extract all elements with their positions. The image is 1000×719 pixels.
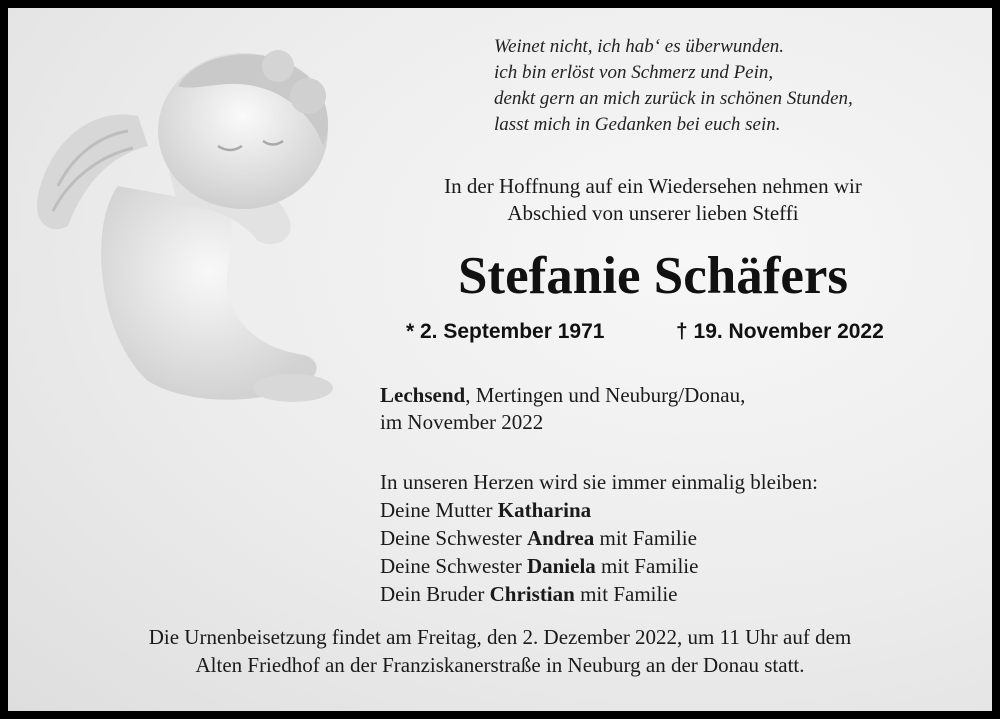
deceased-name: Stefanie Schäfers: [457, 247, 849, 305]
mourner-suffix: mit Familie: [595, 554, 699, 578]
poem-line: denkt gern an mich zurück in schönen Stunden,: [494, 88, 853, 109]
mourner-item: [380, 496, 960, 524]
mourner-name: Katharina: [497, 498, 592, 522]
poem-line: Weinet nicht, ich hab‘ es überwunden.: [494, 36, 785, 57]
mourner-suffix: mit Familie: [574, 582, 678, 606]
notice-line: Alten Friedhof an der Franziskanerstraße in Neuburg an der Donau statt.: [195, 653, 805, 677]
notice-line: Die Urnenbeisetzung findet am Freitag, den 2. Dezember 2022, um 11 Uhr auf dem: [148, 625, 852, 649]
place-rest: , Mertingen und Neuburg/Donau,: [465, 383, 746, 407]
funeral-notice: [18, 623, 982, 679]
mourner-item: [380, 580, 960, 608]
mourner-relation: Deine Mutter: [380, 498, 498, 522]
mourners-list: [380, 468, 960, 608]
mourner-relation: Deine Schwester: [380, 526, 527, 550]
poem-line: lasst mich in Gedanken bei euch sein.: [494, 114, 781, 135]
mourner-relation: Dein Bruder: [380, 582, 490, 606]
place-date: im November 2022: [380, 410, 544, 434]
mourner-suffix: mit Familie: [594, 526, 697, 550]
intro-line: Abschied von unserer lieben Steffi: [507, 201, 799, 225]
intro-line: In der Hoffnung auf ein Wiedersehen nehmen wir: [444, 174, 862, 198]
mourner-name: Andrea: [526, 526, 595, 550]
mourner-name: Daniela: [526, 554, 596, 578]
poem: [494, 34, 964, 138]
death-date: † 19. November 2022: [676, 320, 884, 343]
obituary-card: [8, 8, 992, 711]
mourner-relation: Deine Schwester: [380, 554, 527, 578]
birth-date: * 2. September 1971: [406, 320, 605, 343]
place-bold: Lechsend: [380, 383, 466, 407]
place-and-date: [380, 382, 960, 436]
mourner-item: [380, 552, 960, 580]
farewell-intro: [348, 173, 958, 227]
poem-line: ich bin erlöst von Schmerz und Pein,: [494, 62, 774, 83]
mourner-item: [380, 524, 960, 552]
mourners-intro: In unseren Herzen wird sie immer einmalig bleiben:: [380, 470, 818, 494]
sleeping-angel-icon: [28, 36, 348, 426]
mourner-name: Christian: [489, 582, 575, 606]
